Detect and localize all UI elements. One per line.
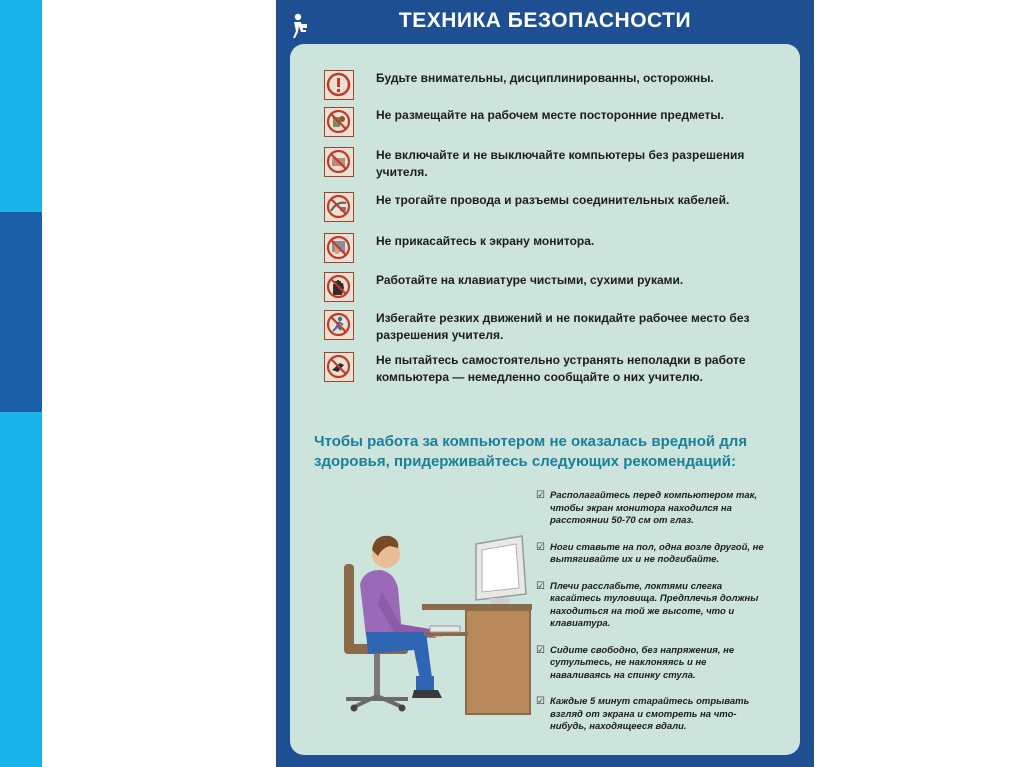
recommendation-item [536, 645, 768, 683]
person-at-computer-illustration [326, 484, 556, 724]
rule-text: Не прикасайтесь к экрану монитора. [376, 234, 595, 248]
poster-header [276, 0, 814, 44]
recommendation-text: Сидите свободно, без напряжения, не сутультесь, не наклоняясь и не наваливаясь на спинку стула. [550, 644, 735, 681]
poster-panel [290, 44, 800, 755]
no-objects-icon [324, 107, 354, 137]
no-running-icon [324, 310, 354, 340]
no-cables-icon [324, 192, 354, 222]
checkmark-icon: ☑ [536, 490, 545, 501]
rule-item [324, 233, 756, 263]
no-touch-screen-icon [324, 233, 354, 263]
recommendation-text: Каждые 5 минут старайтесь отрывать взгляд от экрана и смотреть на что-нибудь, находящееся вдали. [550, 696, 750, 732]
rule-item [324, 272, 756, 302]
rule-item [324, 107, 756, 137]
recommendation-item [536, 581, 768, 631]
checkmark-icon: ☑ [536, 541, 545, 553]
recommendations-heading: Чтобы работа за компьютером не оказалась вредной для здоровья, придерживайтесь следующих рекомендаций: [314, 433, 748, 470]
slide-accent-bar-top [0, 0, 42, 212]
rule-text: Не включайте и не выключайте компьютеры без разрешения учителя. [376, 148, 745, 179]
checkmark-icon: ☑ [536, 644, 545, 656]
rule-item [324, 147, 756, 181]
rule-text: Не размещайте на рабочем месте посторонние предметы. [376, 108, 724, 122]
rule-item [324, 70, 756, 100]
slide-accent-bar-middle [0, 212, 42, 412]
checkmark-icon: ☑ [536, 580, 545, 592]
recommendation-text: Ноги ставьте на пол, одна возле другой, не вытягивайте их и не подгибайте. [550, 541, 764, 565]
rule-text: Работайте на клавиатуре чистыми, сухими руками. [376, 273, 684, 287]
rule-item [324, 310, 756, 344]
no-repair-icon [324, 352, 354, 382]
rule-item [324, 352, 756, 386]
rule-text: Не трогайте провода и разъемы соединительных кабелей. [376, 193, 730, 207]
slide-accent-bar-bottom [0, 412, 42, 767]
no-power-switch-icon [324, 147, 354, 177]
rule-text: Не пытайтесь самостоятельно устранять неполадки в работе компьютера — немедленно сообщайте о них учителю. [376, 353, 746, 384]
rule-item [324, 192, 756, 222]
recommendation-text: Располагайтесь перед компьютером так, чтобы экран монитора находился на расстоянии 50-70 см от глаз. [550, 490, 758, 526]
poster-title: ТЕХНИКА БЕЗОПАСНОСТИ [398, 9, 692, 32]
recommendations-list [536, 490, 768, 748]
dirty-hands-icon [324, 272, 354, 302]
safety-poster [276, 0, 814, 767]
rule-text: Избегайте резких движений и не покидайте рабочее место без разрешения учителя. [376, 311, 750, 342]
recommendation-item [536, 490, 768, 528]
recommendation-item [536, 696, 768, 734]
rule-text: Будьте внимательны, дисциплинированны, осторожны. [376, 71, 714, 85]
checkmark-icon: ☑ [536, 696, 545, 707]
exclamation-icon [324, 70, 354, 100]
recommendation-item [536, 542, 768, 567]
recommendation-text: Плечи расслабьте, локтями слегка касайтесь туловища. Предплечья должны находиться на той же высоте, что и клавиатура. [550, 580, 759, 629]
